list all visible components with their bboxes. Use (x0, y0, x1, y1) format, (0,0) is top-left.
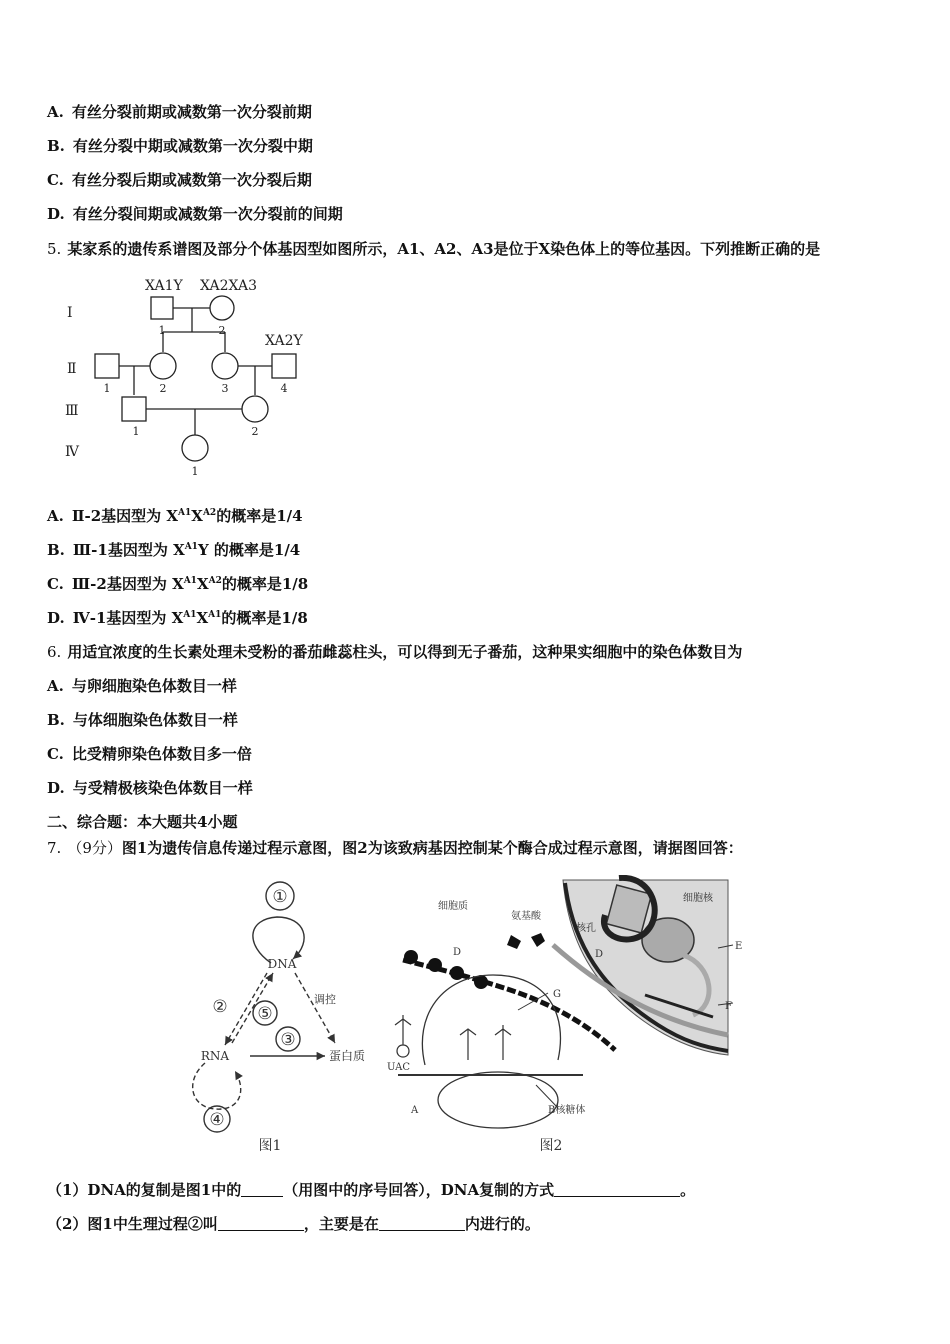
fig2-label-d2: D (595, 949, 604, 960)
pedigree-I1-male (151, 297, 173, 319)
q7-sub2: （2）图1中生理过程②叫 ，主要是在 内进行的。 (47, 1215, 540, 1233)
pedigree-II3-female (212, 353, 238, 379)
fig1-label-1: ① (272, 887, 288, 907)
id-III1: 1 (132, 425, 140, 438)
generation-label-iv: Ⅳ (65, 444, 79, 460)
q6-option-b: B. 与体细胞染色体数目一样 (47, 711, 238, 729)
q5-option-d: D. Ⅳ-1基因型为 $X^{A1}X^{A1}$的概率是1/8 (47, 609, 308, 627)
genotype-II4: XA2Y (265, 333, 303, 349)
section-2-heading: 二、综合题：本大题共4小题 (47, 813, 238, 831)
fig1-dna: DNA (267, 957, 297, 971)
pedigree-chart (55, 272, 325, 482)
q6-option-c: C. 比受精卵染色体数目多一倍 (47, 745, 252, 763)
fig2-nucleus: 细胞核 (683, 893, 713, 904)
fig2-cytoplasm: 细胞质 (438, 901, 468, 912)
genotype-I2: XA2XA3 (200, 278, 257, 294)
fig1-protein: 蛋白质 (328, 1049, 366, 1063)
q5-option-c: C. Ⅲ-2基因型为 $X^{A1}X^{A2}$的概率是1/8 (47, 575, 309, 593)
id-II3: 3 (221, 382, 229, 395)
generation-label-iii: Ⅲ (65, 403, 79, 419)
q5-option-b: B. Ⅲ-1基因型为 $X^{A1}Y$ 的概率是1/4 (47, 541, 301, 559)
id-II1: 1 (103, 382, 111, 395)
generation-label-ii: Ⅱ (67, 361, 77, 377)
q6-stem: 6. 用适宜浓度的生长素处理未受粉的番茄雌蕊柱头，可以得到无子番茄，这种果实细胞中的染色体数目为 (47, 643, 743, 661)
q7-stem: 7. （9分）图1为遗传信息传递过程示意图，图2为该致病基因控制某个酶合成过程示意图，请据图回答： (47, 839, 743, 857)
fig1-caption: 图1 (258, 1138, 282, 1154)
id-IV1: 1 (191, 465, 199, 478)
fig2-pore: 核孔 (576, 923, 596, 934)
q5-option-a: A. Ⅱ-2基因型为 $X^{A1}X^{A2}$的概率是1/4 (47, 507, 303, 525)
fig2-caption: 图2 (539, 1138, 563, 1154)
fig1-rna: RNA (200, 1049, 230, 1063)
fig2-label-g: G (553, 989, 561, 1000)
fig1-label-3: ③ (280, 1030, 296, 1050)
q5-stem: 5. 某家系的遗传系谱图及部分个体基因型如图所示，A1、A2、A3是位于X染色体上的等位基因。下列推断正确的是 (47, 240, 821, 258)
pedigree-III1-male (122, 397, 146, 421)
fig1-label-2: ② (212, 997, 228, 1017)
fig2-label-f: F (725, 1001, 732, 1012)
q4-option-c: C. 有丝分裂后期或减数第一次分裂后期 (47, 171, 312, 189)
pedigree-II2-female (150, 353, 176, 379)
fig1-regulate: 调控 (314, 993, 336, 1006)
fig2-label-d: D (453, 947, 462, 958)
q7-sub1-blank-1[interactable] (241, 1182, 283, 1197)
q7-sub2-blank-2[interactable] (379, 1216, 465, 1231)
figure-1-central-dogma (185, 875, 400, 1160)
id-I1: 1 (158, 324, 166, 337)
figure-2-translation (383, 875, 743, 1160)
ribosome-outline (422, 975, 560, 1065)
ribosome-small-subunit (438, 1072, 558, 1128)
q4-option-b: B. 有丝分裂中期或减数第一次分裂中期 (47, 137, 313, 155)
q7-sub1: （1）DNA的复制是图1中的 （用图中的序号回答），DNA复制的方式 。 (47, 1181, 696, 1199)
pedigree-IV1-female (182, 435, 208, 461)
fig2-amino-acid: 氨基酸 (511, 911, 541, 922)
q4-option-d: D. 有丝分裂间期或减数第一次分裂前的间期 (47, 205, 343, 223)
fig2-label-e: E (735, 941, 743, 952)
pedigree-II1-male (95, 354, 119, 378)
fig2-ribosome: B核糖体 (548, 1105, 586, 1116)
pedigree-III2-female (242, 396, 268, 422)
genotype-I1: XA1Y (145, 278, 183, 294)
pedigree-II4-male (272, 354, 296, 378)
fig1-label-4: ④ (209, 1110, 225, 1130)
q6-option-a: A. 与卵细胞染色体数目一样 (47, 677, 237, 695)
q7-sub1-blank-2[interactable] (554, 1182, 680, 1197)
id-II4: 4 (280, 382, 288, 395)
id-I2: 2 (218, 324, 226, 337)
q7-sub2-blank-1[interactable] (218, 1216, 304, 1231)
fig1-label-5: ⑤ (257, 1004, 273, 1024)
fig2-uac: UAC (387, 1062, 410, 1073)
fig2-label-a: A (411, 1105, 419, 1116)
id-III2: 2 (251, 425, 259, 438)
q4-option-a: A. 有丝分裂前期或减数第一次分裂前期 (47, 103, 312, 121)
pedigree-I2-female (210, 296, 234, 320)
q6-option-d: D. 与受精极核染色体数目一样 (47, 779, 253, 797)
generation-label-i: Ⅰ (67, 305, 73, 321)
id-II2: 2 (159, 382, 167, 395)
